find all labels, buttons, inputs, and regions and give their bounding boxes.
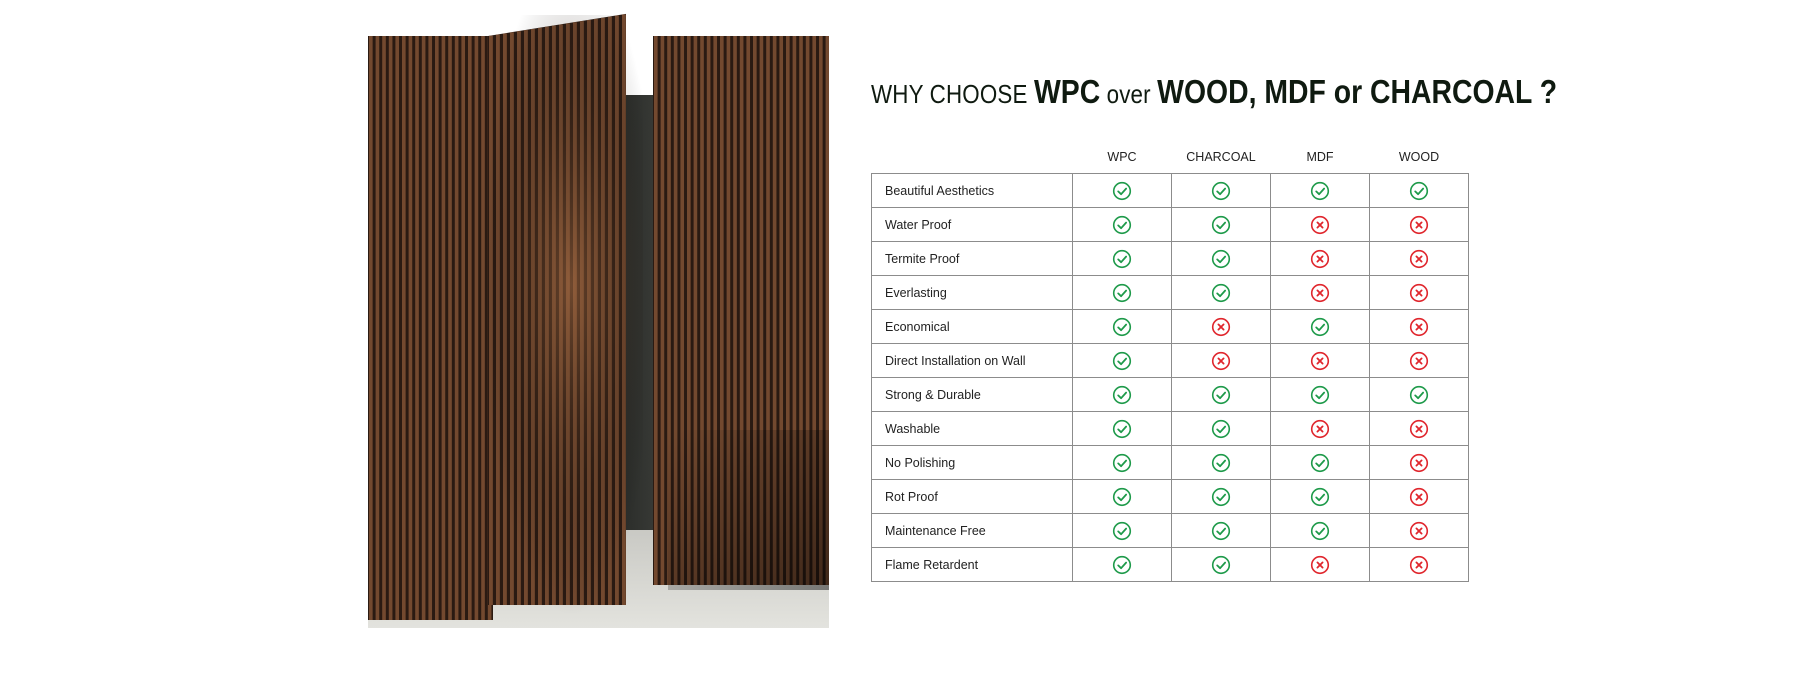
panel-slat [382, 36, 386, 620]
cell-charcoal [1172, 208, 1271, 242]
comparison-table-wrapper [871, 140, 1469, 582]
check-circle-icon [1112, 557, 1132, 571]
light-glow [483, 15, 643, 615]
cell-wpc [1073, 480, 1172, 514]
cell-wpc [1073, 446, 1172, 480]
feature-label: Rot Proof [872, 480, 1073, 514]
feature-label: Beautiful Aesthetics [872, 174, 1073, 208]
check-circle-icon [1112, 455, 1132, 469]
fluted-panels-illustration [368, 10, 829, 628]
panel-slat [389, 36, 393, 620]
panel-slat [661, 36, 665, 585]
check-circle-icon [1211, 421, 1231, 435]
cell-charcoal [1172, 174, 1271, 208]
cross-circle-icon [1409, 285, 1429, 299]
cross-circle-icon [1409, 489, 1429, 503]
check-circle-icon [1310, 183, 1330, 197]
check-circle-icon [1112, 353, 1132, 367]
panel-slat [415, 36, 419, 620]
cell-mdf [1271, 378, 1370, 412]
table-row [872, 378, 1469, 412]
cell-wpc [1073, 242, 1172, 276]
check-circle-icon [1211, 217, 1231, 231]
check-circle-icon [1112, 523, 1132, 537]
panel-slat [409, 36, 413, 620]
panel-slat [428, 36, 432, 620]
cross-circle-icon [1409, 557, 1429, 571]
check-circle-icon [1211, 387, 1231, 401]
cell-charcoal [1172, 310, 1271, 344]
cell-charcoal [1172, 276, 1271, 310]
cross-circle-icon [1409, 421, 1429, 435]
column-header-charcoal: CHARCOAL [1186, 149, 1256, 164]
check-circle-icon [1112, 183, 1132, 197]
cross-circle-icon [1310, 421, 1330, 435]
header-corner [872, 140, 1073, 174]
feature-label: Termite Proof [872, 242, 1073, 276]
cell-mdf [1271, 208, 1370, 242]
title-part-why-choose: WHY CHOOSE [871, 79, 1034, 109]
check-circle-icon [1211, 455, 1231, 469]
feature-label: Everlasting [872, 276, 1073, 310]
table-row [872, 174, 1469, 208]
feature-label: Water Proof [872, 208, 1073, 242]
title-part-over: over [1100, 79, 1158, 109]
check-circle-icon [1112, 387, 1132, 401]
check-circle-icon [1310, 319, 1330, 333]
check-circle-icon [1112, 285, 1132, 299]
panel-slat [435, 36, 439, 620]
cross-circle-icon [1409, 455, 1429, 469]
cell-wpc [1073, 174, 1172, 208]
column-header-wpc: WPC [1107, 149, 1137, 164]
cell-wpc [1073, 310, 1172, 344]
cell-wood [1370, 208, 1469, 242]
cell-wood [1370, 412, 1469, 446]
cross-circle-icon [1310, 217, 1330, 231]
check-circle-icon [1112, 489, 1132, 503]
check-circle-icon [1211, 251, 1231, 265]
check-circle-icon [1211, 557, 1231, 571]
panel-slat [468, 36, 472, 620]
panel-slat [448, 36, 452, 620]
table-row [872, 310, 1469, 344]
feature-label: Economical [872, 310, 1073, 344]
feature-label: Direct Installation on Wall [872, 344, 1073, 378]
table-row [872, 480, 1469, 514]
cross-circle-icon [1409, 217, 1429, 231]
cell-wood [1370, 480, 1469, 514]
title-part-materials: WOOD, MDF or CHARCOAL ? [1157, 73, 1558, 110]
cell-mdf [1271, 514, 1370, 548]
check-circle-icon [1211, 183, 1231, 197]
left-panel [368, 36, 493, 620]
cell-mdf [1271, 344, 1370, 378]
check-circle-icon [1112, 421, 1132, 435]
panel-slat [461, 36, 465, 620]
cell-charcoal [1172, 344, 1271, 378]
cell-wood [1370, 310, 1469, 344]
cell-wpc [1073, 344, 1172, 378]
floor-shadow [668, 430, 829, 590]
cell-mdf [1271, 276, 1370, 310]
feature-label: Flame Retardent [872, 548, 1073, 582]
cross-circle-icon [1409, 353, 1429, 367]
check-circle-icon [1112, 217, 1132, 231]
comparison-table [871, 140, 1469, 582]
panel-slat [455, 36, 459, 620]
title-part-wpc: WPC [1033, 73, 1101, 110]
cell-wpc [1073, 378, 1172, 412]
table-row [872, 344, 1469, 378]
panel-slat [376, 36, 380, 620]
cell-wpc [1073, 412, 1172, 446]
cross-circle-icon [1310, 557, 1330, 571]
cell-charcoal [1172, 446, 1271, 480]
table-row [872, 276, 1469, 310]
cell-wood [1370, 242, 1469, 276]
table-row [872, 412, 1469, 446]
feature-label: Washable [872, 412, 1073, 446]
feature-label: Strong & Durable [872, 378, 1073, 412]
cell-wood [1370, 344, 1469, 378]
panel-slat [422, 36, 426, 620]
table-header-row [872, 140, 1469, 174]
cross-circle-icon [1211, 353, 1231, 367]
check-circle-icon [1112, 319, 1132, 333]
cell-mdf [1271, 310, 1370, 344]
page-title [871, 66, 1558, 118]
panel-slat [395, 36, 399, 620]
check-circle-icon [1310, 489, 1330, 503]
cell-wood [1370, 174, 1469, 208]
cell-mdf [1271, 480, 1370, 514]
check-circle-icon [1310, 523, 1330, 537]
check-circle-icon [1211, 523, 1231, 537]
panel-slat [402, 36, 406, 620]
cell-wood [1370, 276, 1469, 310]
column-header-wood: WOOD [1398, 149, 1440, 164]
cell-mdf [1271, 548, 1370, 582]
cell-wood [1370, 514, 1469, 548]
wpc-panel-image [368, 10, 829, 628]
check-circle-icon [1310, 455, 1330, 469]
feature-label: Maintenance Free [872, 514, 1073, 548]
cell-charcoal [1172, 412, 1271, 446]
table-row [872, 242, 1469, 276]
cross-circle-icon [1310, 353, 1330, 367]
cell-wood [1370, 446, 1469, 480]
check-circle-icon [1310, 387, 1330, 401]
cell-charcoal [1172, 242, 1271, 276]
panel-slat [475, 36, 479, 620]
cell-charcoal [1172, 548, 1271, 582]
table-row [872, 208, 1469, 242]
cell-wpc [1073, 514, 1172, 548]
check-circle-icon [1211, 285, 1231, 299]
panel-slat [369, 36, 373, 620]
check-circle-icon [1112, 251, 1132, 265]
panel-slat [654, 36, 658, 585]
cell-wood [1370, 548, 1469, 582]
cell-wpc [1073, 548, 1172, 582]
cross-circle-icon [1310, 251, 1330, 265]
cell-mdf [1271, 242, 1370, 276]
cell-mdf [1271, 446, 1370, 480]
check-circle-icon [1409, 183, 1429, 197]
cross-circle-icon [1409, 523, 1429, 537]
cell-wood [1370, 378, 1469, 412]
feature-label: No Polishing [872, 446, 1073, 480]
check-circle-icon [1211, 489, 1231, 503]
cell-wpc [1073, 276, 1172, 310]
cell-charcoal [1172, 514, 1271, 548]
cell-mdf [1271, 412, 1370, 446]
cross-circle-icon [1409, 319, 1429, 333]
table-row [872, 548, 1469, 582]
panel-slat [442, 36, 446, 620]
cell-mdf [1271, 174, 1370, 208]
cross-circle-icon [1310, 285, 1330, 299]
check-circle-icon [1409, 387, 1429, 401]
cross-circle-icon [1409, 251, 1429, 265]
cell-wpc [1073, 208, 1172, 242]
cross-circle-icon [1211, 319, 1231, 333]
column-header-mdf: MDF [1306, 149, 1334, 164]
table-row [872, 514, 1469, 548]
table-row [872, 446, 1469, 480]
cell-charcoal [1172, 378, 1271, 412]
cell-charcoal [1172, 480, 1271, 514]
